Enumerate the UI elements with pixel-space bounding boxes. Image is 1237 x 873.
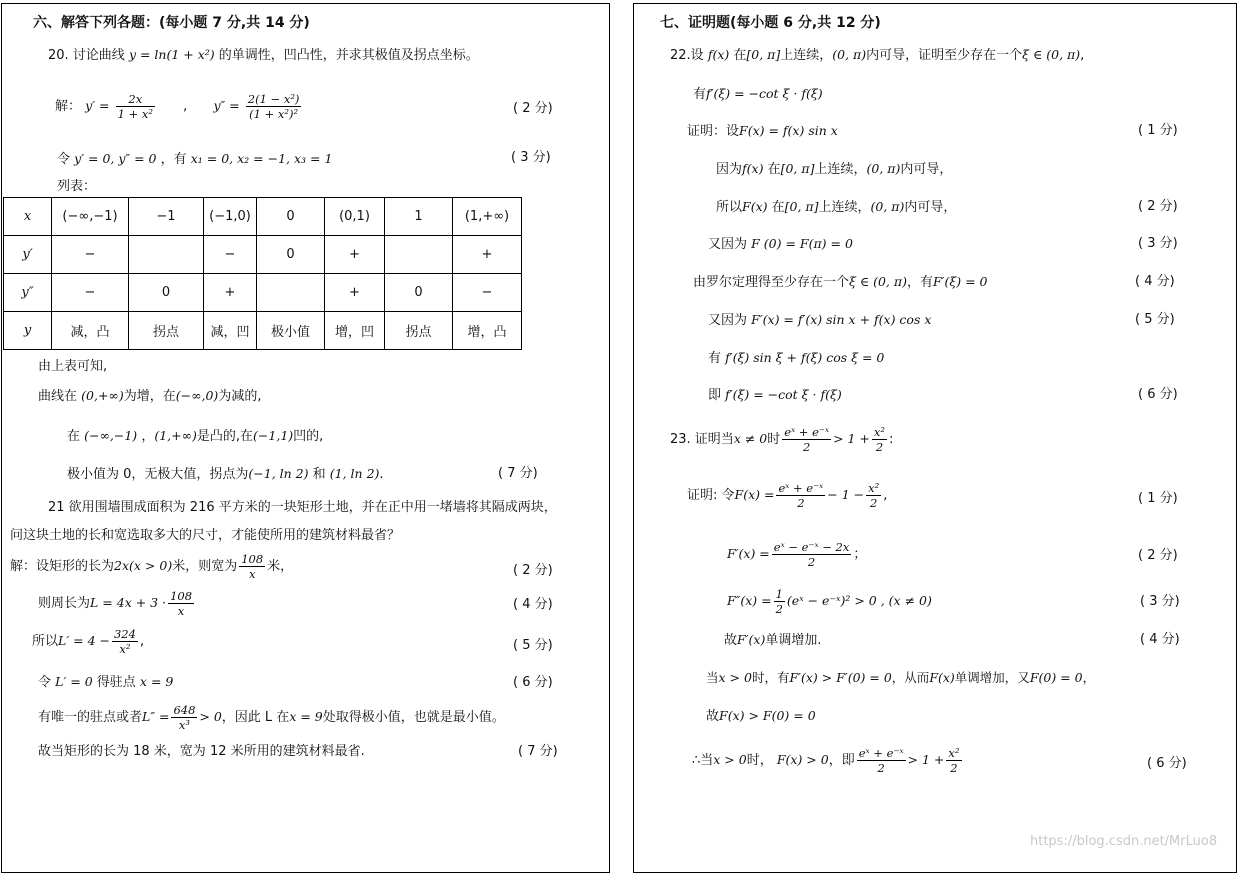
q21-step-4: 令 L′ = 0 得驻点 x = 9 — [38, 674, 174, 690]
q23-proof-3: F″(x) = $\frac{1}{2}$ (eˣ − e⁻ˣ)² > 0 , (x ≠ 0) — [727, 587, 932, 616]
q22-proof-4: 又因为 F (0) = F(π) = 0 — [708, 236, 853, 252]
q20-conclusion-2: 曲线在 (0,+∞)为增，在(−∞,0)为减的, — [38, 388, 262, 404]
q22-score-2: ( 2 分) — [1138, 199, 1178, 214]
q21-step-3: 所以L′ = 4 − $\frac{324}{\text{x²}}$ , — [32, 627, 145, 656]
q21-step-5: 有唯一的驻点或者L″ = $\frac{648}{\text{x³}}$ > 0，因此 L 在x = 9处取得极小值，也就是最小值。 — [38, 703, 505, 732]
table-row: y″ − 0 + + 0 − — [4, 274, 522, 312]
q20-score-2: ( 2 分) — [513, 101, 553, 116]
q23-proof-2: F′(x) = $\frac{\text{eˣ − e⁻ˣ − 2x}}{2}$ ； — [727, 540, 867, 569]
q23-proof-6: 故F(x) > F(0) = 0 — [706, 708, 816, 724]
q22-proof-1: 证明：设F(x) = f(x) sin x — [687, 123, 838, 139]
q23-score-6: ( 6 分) — [1147, 756, 1187, 771]
q22-score-4: ( 4 分) — [1135, 274, 1175, 289]
q21-question-line2: 问这块土地的长和宽选取多大的尺寸，才能使所用的建筑材料最省？ — [10, 528, 401, 543]
q23-proof-4: 故F′(x)单调增加. — [724, 632, 822, 648]
q20-score-7: ( 7 分) — [498, 466, 538, 481]
q20-conclusion-1: 由上表可知, — [38, 359, 108, 374]
q20-variation-table — [3, 197, 522, 350]
q23-score-1: ( 1 分) — [1138, 491, 1178, 506]
q22-statement-1: 22.设 f(x) 在[0, π]上连续，(0, π)内可导，证明至少存在一个ξ ∈ (0, π), — [670, 47, 1085, 63]
q22-score-6: ( 6 分) — [1138, 387, 1178, 402]
q22-score-3: ( 3 分) — [1138, 236, 1178, 251]
q21-question-line1: 21 欲用围墙围成面积为 216 平方米的一块矩形土地，并在正中用一堵墙将其隔成两块， — [48, 500, 557, 515]
q21-score-7: ( 7 分) — [518, 744, 558, 759]
q23-proof-5: 当x > 0时，有F′(x) > F′(0) = 0，从而F(x)单调增加，又F(0) = 0， — [706, 670, 1096, 685]
q21-step-2: 则周长为L = 4x + 3 · $\frac{108}{x}$ — [38, 589, 193, 618]
q20-conclusion-4: 极小值为 0，无极大值，拐点为(−1, ln 2) 和 (1, ln 2). — [67, 466, 384, 482]
q22-proof-7: 有 f′(ξ) sin ξ + f(ξ) cos ξ = 0 — [708, 350, 885, 366]
q22-proof-3: 所以F(x) 在[0, π]上连续，(0, π)内可导， — [716, 199, 957, 215]
q21-score-2: ( 2 分) — [513, 563, 553, 578]
q23-score-3: ( 3 分) — [1140, 594, 1180, 609]
q21-conclusion: 故当矩形的长为 18 米，宽为 12 米所用的建筑材料最省. — [38, 744, 365, 759]
table-row: y′ − − 0 + + — [4, 236, 522, 274]
section-six-title: 六、解答下列各题：(每小题 7 分,共 14 分) — [33, 15, 310, 31]
q22-statement-2: 有f′(ξ) = −cot ξ · f(ξ) — [693, 86, 823, 102]
watermark: https://blog.csdn.net/MrLuo8 — [1030, 834, 1218, 849]
q22-score-1: ( 1 分) — [1138, 123, 1178, 138]
section-seven-title: 七、证明题(每小题 6 分,共 12 分) — [660, 15, 881, 31]
q21-score-6: ( 6 分) — [513, 675, 553, 690]
q21-score-4: ( 4 分) — [513, 597, 553, 612]
q22-proof-5: 由罗尔定理得至少存在一个ξ ∈ (0, π)，有F′(ξ) = 0 — [693, 274, 988, 290]
q20-derivatives: 解： y′ = $\frac{2x}{\text{1 + x²}}$ , y″ = $\frac{\text{2(1 − x²)}}{\text{(1 + x²)²}}$ — [55, 92, 300, 121]
q20-score-3: ( 3 分) — [511, 150, 551, 165]
q20-question: 20. 讨论曲线 y = ln(1 + x²) 的单调性，凹凸性，并求其极值及拐点坐标。 — [48, 47, 479, 63]
q20-conclusion-3: 在 (−∞,−1) ，(1,+∞)是凸的,在(−1,1)凹的, — [67, 428, 324, 444]
q23-score-2: ( 2 分) — [1138, 548, 1178, 563]
q22-proof-2: 因为f(x) 在[0, π]上连续，(0, π)内可导， — [716, 161, 953, 177]
table-row: y 减，凸 拐点 减，凹 极小值 增，凹 拐点 增，凸 — [4, 312, 522, 350]
q20-table-label: 列表： — [57, 179, 97, 194]
q23-score-4: ( 4 分) — [1140, 632, 1180, 647]
q23-statement: 23. 证明当x ≠ 0时 $\frac{\text{eˣ + e⁻ˣ}}{2}$ > 1 + $\frac{\text{x²}}{2}$ : — [670, 425, 894, 454]
q23-proof-1: 证明: 令F(x) = $\frac{\text{eˣ + e⁻ˣ}}{2}$ − 1 − $\frac{\text{x²}}{2}$ , — [687, 481, 888, 510]
q21-score-5: ( 5 分) — [513, 638, 553, 653]
q22-proof-8: 即 f′(ξ) = −cot ξ · f(ξ) — [708, 387, 842, 403]
q23-proof-7: ∴当x > 0时， F(x) > 0，即 $\frac{\text{eˣ + e⁻ˣ}}{2}$ > 1 + $\frac{\text{x²}}{2}$ — [692, 746, 960, 775]
q21-step-1: 解：设矩形的长为2x(x > 0)米，则宽为 $\frac{108}{x}$ 米， — [10, 552, 294, 581]
table-row: x (−∞,−1) −1 (−1,0) 0 (0,1) 1 (1,+∞) — [4, 198, 522, 236]
q22-proof-6: 又因为 F′(x) = f′(x) sin x + f(x) cos x — [708, 312, 932, 328]
q20-critical-points: 令 y′ = 0, y″ = 0 ，有 x₁ = 0, x₂ = −1, x₃ = 1 — [57, 151, 333, 167]
q22-score-5: ( 5 分) — [1135, 312, 1175, 327]
